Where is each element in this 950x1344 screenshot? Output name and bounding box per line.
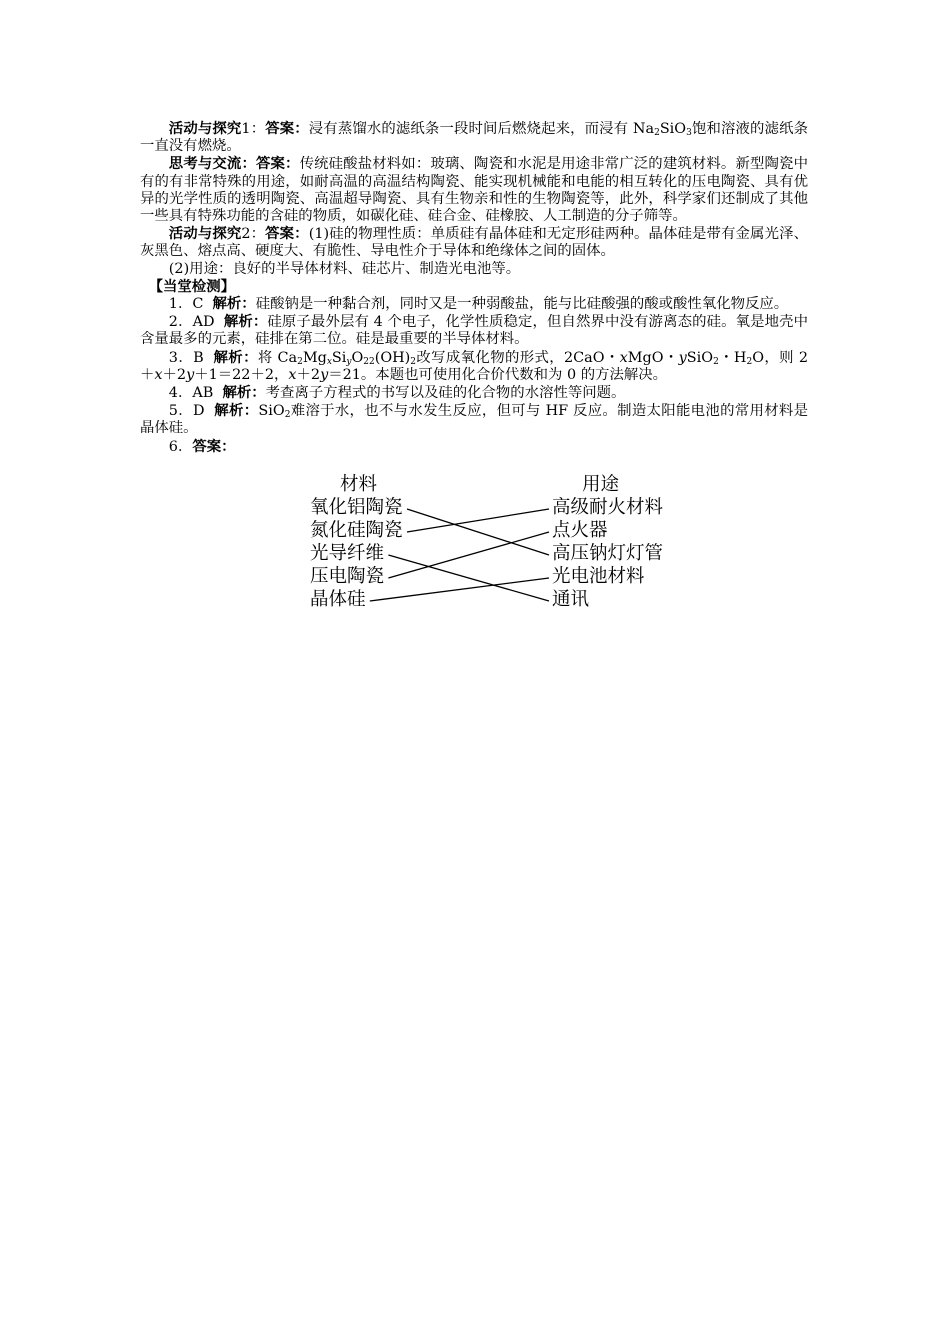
text: SiO [686, 349, 714, 366]
left-item-0: 氧化铝陶瓷 [310, 497, 403, 518]
explanation-label: 解析： [214, 402, 259, 420]
answer-label: 答案： [265, 225, 309, 243]
subscript: 2 [654, 128, 660, 138]
right-item-4: 通讯 [552, 589, 590, 610]
subscript: x [326, 356, 332, 367]
explanation-label: 解析： [213, 348, 258, 366]
discussion-paragraph [140, 155, 808, 225]
variable-y: y [186, 366, 195, 383]
text: 硅原子最外层有 4 个电子，化学性质稳定，但自然界中没有游离态的硅。氧是地壳中含量最多的元素，硅排在第二位。硅是最重要的半导体材料。 [140, 314, 808, 348]
variable-x: x [154, 366, 163, 383]
subscript: 22 [363, 356, 375, 367]
question-1 [140, 295, 808, 313]
right-item-2: 高压钠灯灯管 [552, 543, 664, 564]
matching-diagram [300, 470, 720, 620]
match-line-3 [388, 532, 549, 578]
match-line-0 [407, 509, 549, 555]
left-item-2: 光导纤维 [310, 543, 385, 564]
text: 考查离子方程式的书写以及硅的化合物的水溶性等问题。 [265, 385, 626, 402]
subscript: y [346, 356, 352, 367]
question-number: 6． [168, 438, 193, 455]
text: ・H [718, 349, 747, 366]
question-number: 2．AD [168, 314, 215, 331]
answer-label: 答案： [265, 120, 309, 137]
discussion-heading: 思考与交流： [168, 155, 256, 173]
answer-label: 答案： [192, 437, 236, 455]
activity-2-heading: 活动与探究 [168, 225, 242, 243]
answer-document [140, 120, 808, 456]
right-column-header: 用途 [582, 474, 620, 495]
question-5 [140, 402, 808, 437]
text: (1)硅的物理性质：单质硅有晶体硅和无定形硅两种。晶体硅是带有金属光泽、灰黑色、熔点高、硬度大、有脆性、导电性介于导体和绝缘体之间的固体。 [140, 226, 808, 260]
question-4 [140, 384, 808, 402]
question-number: 4．AB [168, 385, 214, 402]
text: ＝21。本题也可使用化合价代数和为 0 的方法解决。 [328, 366, 668, 383]
left-item-1: 氮化硅陶瓷 [310, 520, 403, 541]
answer-label: 答案： [255, 155, 300, 173]
explanation-label: 解析： [212, 295, 256, 313]
subscript: 2 [410, 356, 417, 367]
text: ＋2 [296, 366, 321, 383]
section-heading: 【当堂检测】 [148, 277, 235, 295]
subscript: 2 [713, 356, 719, 367]
subscript: 2 [297, 356, 303, 367]
text: SiO [258, 403, 285, 420]
question-number: 5．D [168, 403, 205, 420]
text: 传统硅酸盐材料如：玻璃、陶瓷和水泥是用途非常广泛的建筑材料。新型陶瓷中有的有非常特殊的用途，如耐高温的高温结构陶瓷、能实现机械能和电能的相互转化的压电陶瓷、具有优异的光学性质的透明陶瓷、高温超导陶瓷、具有生物亲和性的生物陶瓷等，此外，科学家们还制成了其他一些具有特殊功能的含硅的物质，如碳化硅、硅合金、硅橡胶、人工制造的分子筛等。 [140, 156, 808, 225]
right-item-3: 光电池材料 [552, 566, 645, 587]
question-number: 1．C [168, 296, 204, 313]
explanation-label: 解析： [223, 313, 268, 331]
match-line-4 [370, 578, 549, 601]
activity-2-paragraph [140, 225, 808, 260]
question-number: 3．B [168, 349, 204, 366]
text: (2)用途：良好的半导体材料、硅芯片、制造光电池等。 [168, 260, 521, 277]
text: 饱和溶液的滤纸条一直没有燃烧。 [140, 121, 808, 155]
text: O，则 2＋ [140, 349, 808, 383]
activity-1-heading: 活动与探究 [168, 120, 242, 137]
question-3 [140, 349, 808, 384]
text: 将 Ca [257, 349, 298, 366]
text: 浸有蒸馏水的滤纸条一段时间后燃烧起来，而浸有 Na [308, 121, 655, 137]
text: Si [659, 121, 675, 137]
left-item-4: 晶体硅 [310, 589, 366, 610]
explanation-label: 解析： [222, 384, 266, 402]
question-2 [140, 313, 808, 348]
text: O [351, 349, 364, 366]
match-line-1 [407, 509, 549, 532]
subscript: 2 [746, 356, 753, 367]
text: Mg [302, 349, 327, 366]
activity-1-number: 1： [241, 121, 266, 137]
subscript: 2 [284, 410, 291, 421]
text: (OH) [374, 349, 411, 366]
variable-x: x [288, 366, 297, 383]
question-6 [140, 438, 808, 456]
text: MgO・ [627, 349, 679, 366]
left-column-header: 材料 [340, 474, 378, 495]
right-item-0: 高级耐火材料 [552, 497, 664, 518]
text: ＋2 [162, 366, 187, 383]
subscript: 3 [686, 128, 692, 138]
activity-2-number: 2： [241, 226, 266, 243]
text: 改写成氧化物的形式，2CaO・ [416, 349, 620, 366]
text: ＋1＝22＋2， [194, 366, 289, 383]
uses-paragraph [140, 261, 808, 278]
text: O [674, 121, 687, 137]
text: Si [331, 349, 347, 366]
variable-y: y [320, 366, 329, 383]
match-line-2 [388, 555, 549, 601]
variable-x: x [619, 349, 628, 366]
text: 难溶于水，也不与水发生反应，但可与 HF 反应。制造太阳能电池的常用材料是晶体硅。 [140, 403, 808, 437]
text: 硅酸钠是一种黏合剂，同时又是一种弱酸盐，能与比硅酸强的酸或酸性氧化物反应。 [255, 296, 789, 313]
activity-1-paragraph [140, 120, 808, 155]
variable-y: y [678, 349, 687, 366]
left-item-3: 压电陶瓷 [310, 566, 385, 587]
right-item-1: 点火器 [552, 520, 608, 541]
